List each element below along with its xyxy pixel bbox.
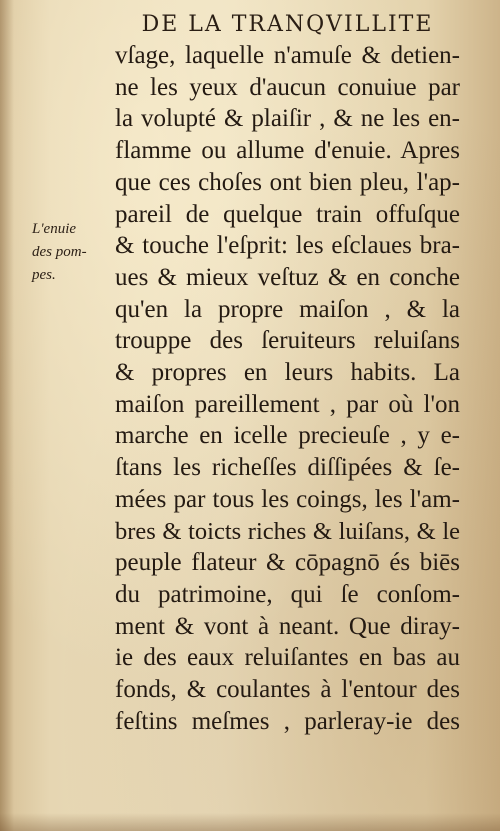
text-line: ne les yeux d'aucun conuiue par bbox=[115, 73, 460, 101]
text-line: & propres en leurs habits. La bbox=[115, 359, 460, 387]
text-line: feſtins meſmes , parleray-ie des bbox=[115, 707, 460, 735]
margin-note-line: pes. bbox=[32, 267, 56, 283]
text-line: qu'en la propre maiſon , & la bbox=[115, 295, 460, 323]
text-line: la volupté & plaiſir , & ne les en- bbox=[115, 105, 460, 133]
text-line: pareil de quelque train offuſque bbox=[115, 200, 460, 228]
margin-note bbox=[32, 218, 94, 287]
text-line: ſtans les richeſſes diſſipées & ſe- bbox=[115, 454, 460, 482]
text-line: ment & vont à neant. Que diray- bbox=[115, 612, 460, 640]
text-line: vſage, laquelle n'amuſe & detien- bbox=[115, 42, 460, 69]
text-line: flamme ou allume d'enuie. Apres bbox=[115, 137, 460, 165]
text-line: trouppe des ſeruiteurs reluiſans bbox=[115, 327, 460, 355]
text-line: que ces choſes ont bien pleu, l'ap- bbox=[115, 168, 460, 196]
text-line: maiſon pareillement , par où l'on bbox=[115, 390, 460, 418]
text-line: ues & mieux veſtuz & en conche bbox=[115, 263, 460, 291]
text-line: mées par tous les coings, les l'am- bbox=[115, 485, 460, 513]
text-line: du patrimoine, qui ſe conſom- bbox=[115, 580, 460, 608]
text-line: & touche l'eſprit: les eſclaues bra- bbox=[115, 232, 460, 260]
text-line: marche en icelle precieuſe , y e- bbox=[115, 422, 460, 450]
running-head: DE LA TRANQVILLITE bbox=[141, 12, 434, 37]
text-line: bres & toicts riches & luiſans, & le bbox=[115, 517, 460, 545]
text-line: peuple flateur & cōpagnō és biēs bbox=[115, 549, 460, 577]
margin-note-line: des pom- bbox=[32, 244, 87, 260]
body-text bbox=[115, 40, 460, 737]
text-line: fonds, & coulantes à l'entour des bbox=[115, 676, 460, 704]
margin-note-line: L'enuie bbox=[32, 221, 77, 237]
text-line: ie des eaux reluiſantes en bas au bbox=[115, 644, 460, 672]
